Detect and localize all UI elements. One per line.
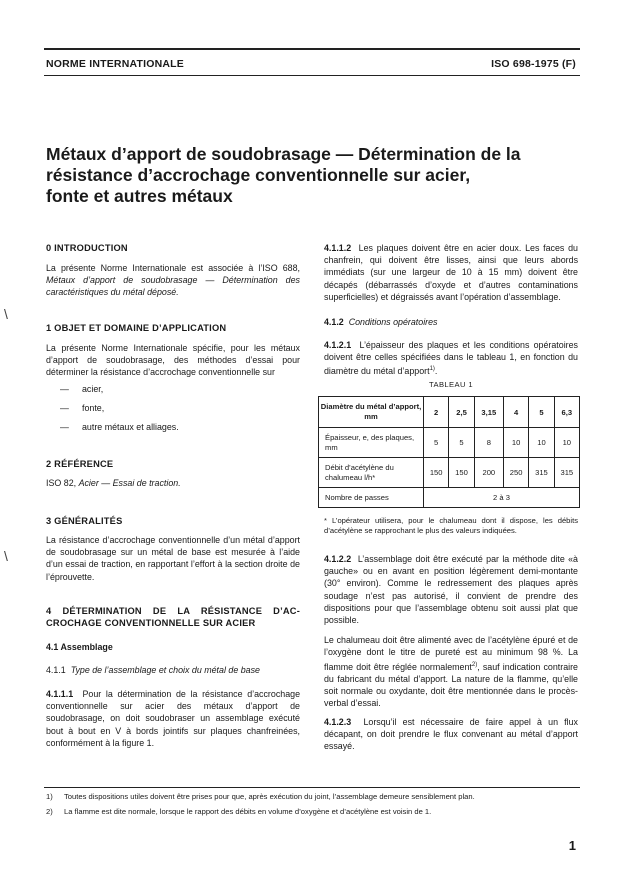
footnote-text: La flamme est dite normale, lorsque le rapport des débits en volume d’oxygène et d’acétylène est voisin de 1. xyxy=(64,807,432,816)
document-title xyxy=(46,144,576,207)
section-3-heading: 3 GÉNÉRALITÉS xyxy=(46,516,123,526)
table-row-label: Débit d’acétylène du chalumeau l/h* xyxy=(319,458,424,488)
header-rule xyxy=(44,75,580,76)
table-cell: 5 xyxy=(424,428,449,458)
list-item xyxy=(60,402,260,414)
section-1-heading: 1 OBJET ET DOMAINE D’APPLICATION xyxy=(46,323,227,333)
section-4-1-heading: 4.1 Assemblage xyxy=(46,642,113,652)
section-4-heading-line: CROCHAGE CONVENTIONNELLE SUR ACIER xyxy=(46,618,256,629)
table-cell: 150 xyxy=(424,458,449,488)
section-4-heading-line: 4 DÉTERMINATION DE LA RÉSISTANCE D’AC- xyxy=(46,606,300,616)
table-note: * L’opérateur utilisera, pour le chalumeau dont il dispose, les débits d’acétylène se rapprochant le plus des valeurs indiquées. xyxy=(324,516,578,535)
title-line: Métaux d’apport de soudobrasage — Détermination de la xyxy=(46,144,521,164)
page-number: 1 xyxy=(568,838,576,853)
paragraph-text: Lorsqu’il est nécessaire de faire appel à un flux décapant, on doit prendre le flux convenant au métal d’apport essayé. xyxy=(324,717,578,752)
section-4-1-1-heading xyxy=(46,664,300,676)
table-header-label: Diamètre du métal d’apport, mm xyxy=(319,397,424,428)
table-cell: 2 à 3 xyxy=(424,488,580,508)
table-cell: 10 xyxy=(554,428,579,458)
table-caption: TABLEAU 1 xyxy=(429,380,473,389)
table-header-cell: 2,5 xyxy=(449,397,474,428)
paragraph-text: L’assemblage doit être exécuté par la méthode dite «à gauche» ou en avant en position légèrement demi-montante (30° environ). Comme le redressement des plaques après soudage n’est pas autorisé, il convient de prendre des dispositions pour que l’assemblage obtenu soit aussi plat que possible. xyxy=(324,554,578,626)
table-row xyxy=(319,428,580,458)
footnote-text: Toutes dispositions utiles doivent être prises pour que, après exécution du joint, l’assemblage demeure sensiblement plan. xyxy=(64,792,475,801)
footnote xyxy=(46,792,576,802)
table-row xyxy=(319,458,580,488)
section-number: 4.1.2.1 xyxy=(324,340,352,350)
section-0-text-b: Métaux d’apport de soudobrasage — Détermination des caractéristiques du métal déposé. xyxy=(46,275,300,298)
section-4-1-1-2-text xyxy=(324,242,578,303)
section-1-text: La présente Norme Internationale spécifie, pour les métaux d’apport de soudobrasage, des méthodes d’essai pour déterminer la résistance d’accrochage conventionnelle sur xyxy=(46,343,300,378)
paragraph-text: Les plaques doivent être en acier doux. Les faces du chanfrein, qui doivent être lisses, ainsi que leurs abords immédiats (sur une largeur de 10 à 15 mm) doivent être décapés (débarrassés d’oxyde et d’autres contaminations superficielles) et dégraissés avant l’opération d’assemblage. xyxy=(324,243,578,302)
header-standard-type: NORME INTERNATIONALE xyxy=(46,58,184,70)
list-item-text: fonte, xyxy=(82,403,105,413)
list-item-text: autre métaux et alliages. xyxy=(82,422,179,432)
list-dash: — xyxy=(60,422,69,432)
title-line: résistance d’accrochage conventionnelle sur acier, xyxy=(46,165,471,185)
footnote-ref: 2) xyxy=(471,661,478,668)
table-header-cell: 6,3 xyxy=(554,397,579,428)
table-header-cell: 2 xyxy=(424,397,449,428)
table-row xyxy=(319,488,580,508)
table-cell: 10 xyxy=(529,428,554,458)
top-rule xyxy=(44,48,580,50)
paragraph-text: Pour la détermination de la résistance d’accrochage conventionnelle sur acier des métaux d’apport de soudobrasage, on doit soudobraser un assemblage exécuté bout à bout en V à bords jointifs sur plaques chanfreinées, conformément à la figure 1. xyxy=(46,689,300,748)
table-cell: 200 xyxy=(474,458,503,488)
footnote xyxy=(46,807,576,817)
table-cell: 315 xyxy=(554,458,579,488)
section-3-text: La résistance d’accrochage conventionnelle d’un métal d’apport de soudobrasage sur un métal de base est mesurée à l’aide d’un essai de traction, en rapportant l’effort à la section droite de l’éprouvette. xyxy=(46,535,300,582)
section-number: 4.1.1 xyxy=(46,665,66,675)
paragraph xyxy=(324,634,578,709)
table-cell: 150 xyxy=(449,458,474,488)
paragraph xyxy=(324,553,578,626)
list-item-text: acier, xyxy=(82,384,104,394)
table-header-cell: 4 xyxy=(503,397,528,428)
section-number: 4.1.2.3 xyxy=(324,717,352,727)
section-2-heading: 2 RÉFÉRENCE xyxy=(46,459,114,469)
section-number: 4.1.2.2 xyxy=(324,554,352,564)
section-4-heading xyxy=(46,605,300,629)
section-4-1-2-2-text xyxy=(324,553,578,709)
table-header-row xyxy=(319,397,580,428)
paragraph-text: Le chalumeau doit être alimenté avec de l’acétylène épuré et de l’oxygène dont le titre de pureté est au minimum 98 %. La flamme doit être réglée normalement xyxy=(324,635,578,672)
list-item xyxy=(60,421,260,433)
paragraph-text: L’épaisseur des plaques et les conditions opératoires doivent être celles spécifiées dans le tableau 1, en fonction du diamètre du métal d’apport xyxy=(324,340,578,377)
reference-number: ISO 82, xyxy=(46,478,79,488)
table-1 xyxy=(318,396,580,508)
section-4-1-1-1-text xyxy=(46,688,300,749)
section-number: 4.1.2 xyxy=(324,317,344,327)
reference-title: Acier — Essai de traction. xyxy=(78,478,181,488)
footnote-rule xyxy=(44,787,580,788)
paragraph-text: , sauf indication contraire du fabricant du métal d’apport. La nature de la flamme, qu’elle soit normale ou oxydante, doit être mentionnée dans le procès-verbal d’essai. xyxy=(324,661,578,709)
list-dash: — xyxy=(60,384,69,394)
section-number: 4.1.1.1 xyxy=(46,689,74,699)
table-cell: 315 xyxy=(529,458,554,488)
list-item xyxy=(60,383,260,395)
table-header-cell: 3,15 xyxy=(474,397,503,428)
table-cell: 8 xyxy=(474,428,503,458)
section-number: 4.1.1.2 xyxy=(324,243,352,253)
table-cell: 10 xyxy=(503,428,528,458)
list-dash: — xyxy=(60,403,69,413)
footnote-number: 1) xyxy=(46,792,53,801)
footnote-ref: 1) xyxy=(429,366,435,373)
section-0-heading: 0 INTRODUCTION xyxy=(46,243,128,253)
table-header-cell: 5 xyxy=(529,397,554,428)
paragraph-end: . xyxy=(434,366,438,377)
table-cell: 5 xyxy=(449,428,474,458)
footnote-number: 2) xyxy=(46,807,53,816)
section-2-text xyxy=(46,477,300,489)
section-4-1-2-1-text xyxy=(324,339,578,378)
header-standard-number: ISO 698-1975 (F) xyxy=(491,58,576,70)
title-line: fonte et autres métaux xyxy=(46,186,233,206)
section-4-1-2-3-text xyxy=(324,716,578,753)
table-row-label: Épaisseur, e, des plaques, mm xyxy=(319,428,424,458)
section-0-text-a: La présente Norme Internationale est associée à l’ISO 688, xyxy=(46,263,300,273)
margin-tick-mark: \ xyxy=(4,306,8,322)
section-title: Conditions opératoires xyxy=(348,317,438,327)
section-4-1-2-heading xyxy=(324,316,578,328)
section-title: Type de l’assemblage et choix du métal de base xyxy=(70,665,260,675)
margin-tick-mark: \ xyxy=(4,548,8,564)
table-row-label: Nombre de passes xyxy=(319,488,424,508)
table-cell: 250 xyxy=(503,458,528,488)
section-0-text xyxy=(46,262,300,299)
